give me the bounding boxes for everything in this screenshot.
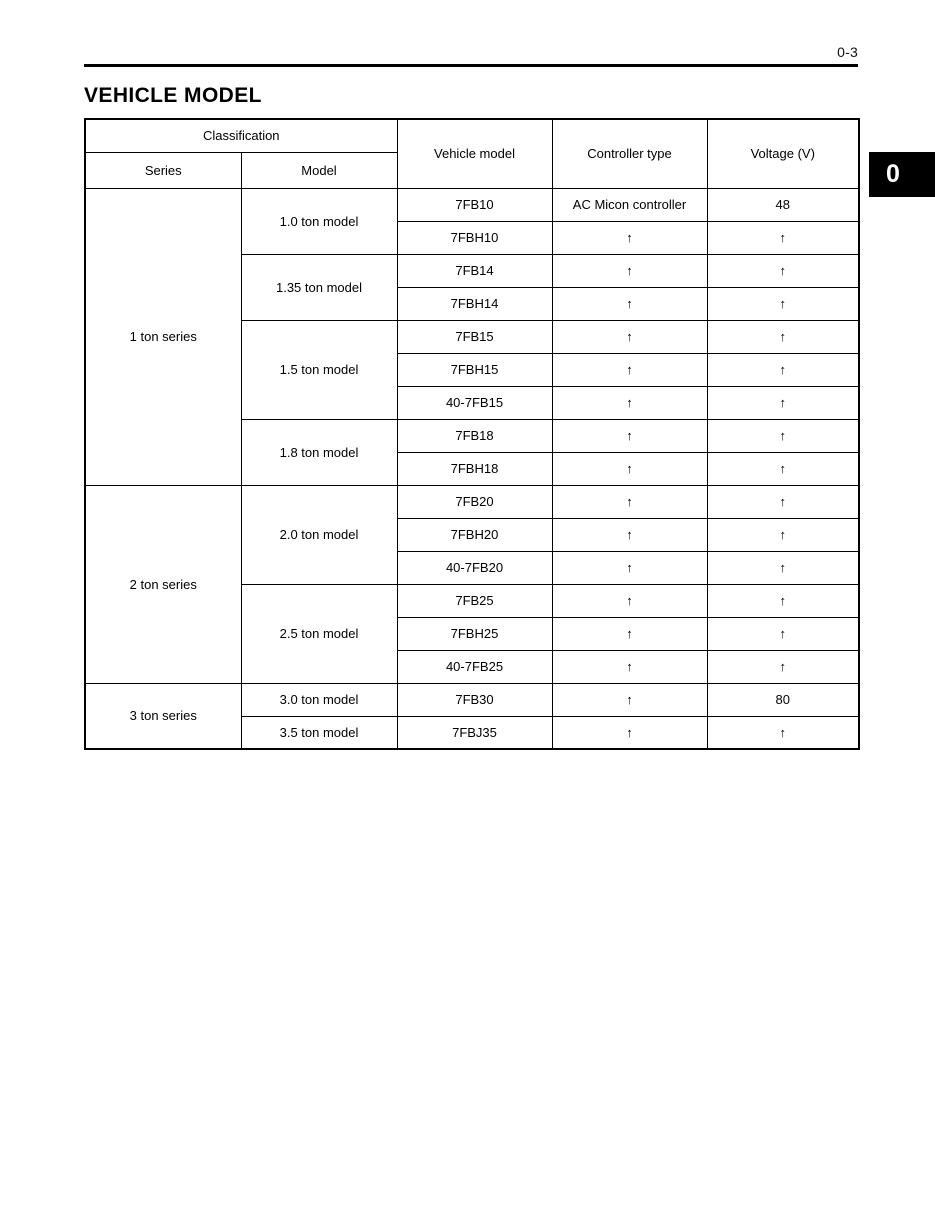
cell-controller-type: ↑ bbox=[552, 254, 707, 287]
cell-vehicle-model: 7FBH10 bbox=[397, 221, 552, 254]
cell-voltage: 48 bbox=[707, 188, 859, 221]
cell-vehicle-model: 7FBH18 bbox=[397, 452, 552, 485]
table-row bbox=[85, 683, 859, 716]
table-row bbox=[85, 188, 859, 221]
cell-model: 1.35 ton model bbox=[241, 254, 397, 320]
cell-controller-type: ↑ bbox=[552, 419, 707, 452]
cell-voltage: ↑ bbox=[707, 485, 859, 518]
header-vehicle-model: Vehicle model bbox=[397, 119, 552, 188]
cell-controller-type: ↑ bbox=[552, 584, 707, 617]
cell-model: 1.0 ton model bbox=[241, 188, 397, 254]
page-number: 0-3 bbox=[837, 44, 858, 60]
cell-voltage: ↑ bbox=[707, 287, 859, 320]
cell-vehicle-model: 7FBH14 bbox=[397, 287, 552, 320]
header-voltage: Voltage (V) bbox=[707, 119, 859, 188]
cell-model: 2.5 ton model bbox=[241, 584, 397, 683]
cell-vehicle-model: 7FB10 bbox=[397, 188, 552, 221]
header-series: Series bbox=[85, 152, 241, 188]
cell-series: 2 ton series bbox=[85, 485, 241, 683]
cell-series: 3 ton series bbox=[85, 683, 241, 749]
cell-vehicle-model: 7FBH25 bbox=[397, 617, 552, 650]
cell-controller-type: ↑ bbox=[552, 320, 707, 353]
cell-voltage: 80 bbox=[707, 683, 859, 716]
vehicle-model-table bbox=[84, 118, 860, 750]
cell-controller-type: ↑ bbox=[552, 617, 707, 650]
cell-series: 1 ton series bbox=[85, 188, 241, 485]
section-tab-marker: 0 bbox=[869, 152, 935, 197]
cell-vehicle-model: 7FB15 bbox=[397, 320, 552, 353]
cell-voltage: ↑ bbox=[707, 254, 859, 287]
cell-voltage: ↑ bbox=[707, 551, 859, 584]
cell-controller-type: ↑ bbox=[552, 221, 707, 254]
cell-voltage: ↑ bbox=[707, 419, 859, 452]
cell-model: 1.8 ton model bbox=[241, 419, 397, 485]
cell-vehicle-model: 40-7FB15 bbox=[397, 386, 552, 419]
table-header-row-1 bbox=[85, 119, 859, 152]
cell-vehicle-model: 7FBJ35 bbox=[397, 716, 552, 749]
cell-model: 2.0 ton model bbox=[241, 485, 397, 584]
header-controller-type: Controller type bbox=[552, 119, 707, 188]
cell-controller-type: ↑ bbox=[552, 551, 707, 584]
cell-voltage: ↑ bbox=[707, 353, 859, 386]
page-title: VEHICLE MODEL bbox=[84, 84, 262, 107]
cell-vehicle-model: 7FB25 bbox=[397, 584, 552, 617]
cell-controller-type: ↑ bbox=[552, 452, 707, 485]
cell-controller-type: ↑ bbox=[552, 650, 707, 683]
cell-model: 3.0 ton model bbox=[241, 683, 397, 716]
cell-controller-type: ↑ bbox=[552, 683, 707, 716]
cell-vehicle-model: 7FB20 bbox=[397, 485, 552, 518]
cell-controller-type: ↑ bbox=[552, 716, 707, 749]
cell-controller-type: ↑ bbox=[552, 518, 707, 551]
cell-controller-type: ↑ bbox=[552, 386, 707, 419]
header-model: Model bbox=[241, 152, 397, 188]
cell-vehicle-model: 7FBH15 bbox=[397, 353, 552, 386]
cell-vehicle-model: 40-7FB25 bbox=[397, 650, 552, 683]
cell-voltage: ↑ bbox=[707, 617, 859, 650]
cell-controller-type: AC Micon controller bbox=[552, 188, 707, 221]
cell-voltage: ↑ bbox=[707, 386, 859, 419]
cell-vehicle-model: 40-7FB20 bbox=[397, 551, 552, 584]
cell-voltage: ↑ bbox=[707, 584, 859, 617]
cell-controller-type: ↑ bbox=[552, 287, 707, 320]
cell-vehicle-model: 7FB30 bbox=[397, 683, 552, 716]
cell-vehicle-model: 7FB14 bbox=[397, 254, 552, 287]
cell-voltage: ↑ bbox=[707, 320, 859, 353]
cell-vehicle-model: 7FBH20 bbox=[397, 518, 552, 551]
cell-model: 3.5 ton model bbox=[241, 716, 397, 749]
cell-voltage: ↑ bbox=[707, 221, 859, 254]
cell-controller-type: ↑ bbox=[552, 353, 707, 386]
cell-model: 1.5 ton model bbox=[241, 320, 397, 419]
table-header bbox=[85, 119, 859, 188]
cell-vehicle-model: 7FB18 bbox=[397, 419, 552, 452]
cell-voltage: ↑ bbox=[707, 650, 859, 683]
cell-voltage: ↑ bbox=[707, 452, 859, 485]
header-classification: Classification bbox=[85, 119, 397, 152]
table-row bbox=[85, 485, 859, 518]
cell-voltage: ↑ bbox=[707, 716, 859, 749]
header-rule bbox=[84, 64, 858, 67]
cell-voltage: ↑ bbox=[707, 518, 859, 551]
table-body bbox=[85, 188, 859, 749]
cell-controller-type: ↑ bbox=[552, 485, 707, 518]
